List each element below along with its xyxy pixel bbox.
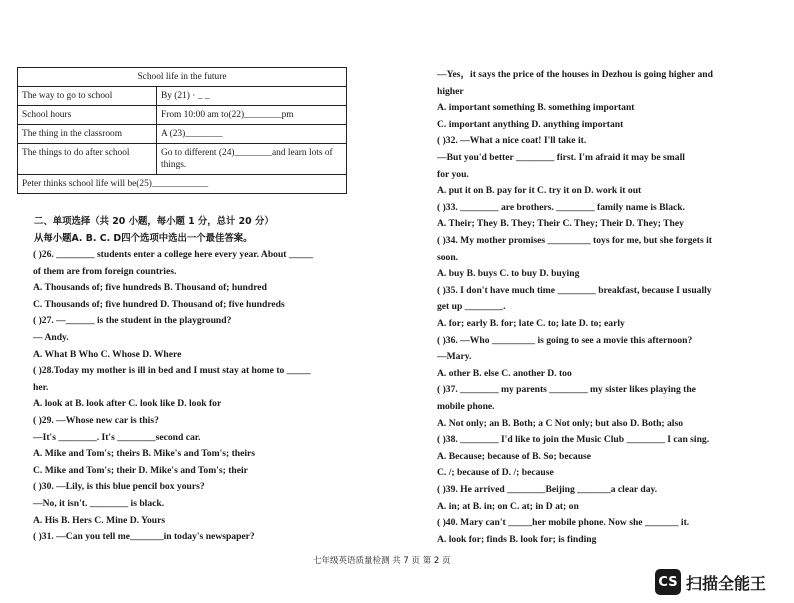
table-row-value: From 10:00 am to(22)________pm [157, 106, 347, 125]
table-row-label: The things to do after school [18, 144, 157, 175]
question-line: —It's ________. It's ________second car. [33, 431, 201, 443]
question-line: ( )37. ________ my parents ________ my sister likes playing the [437, 384, 696, 396]
question-line: C. Mike and Tom's; their D. Mike's and Tom's; their [33, 464, 248, 476]
question-line: A. other B. else C. another D. too [437, 367, 572, 379]
table-row [18, 144, 347, 175]
question-line: —Yes，it says the price of the houses in Dezhou is going higher and [437, 69, 713, 80]
question-line: A. in; at B. in; on C. at; in D at; on [437, 500, 579, 512]
question-line: ( )28.Today my mother is ill in bed and I must stay at home to _____ [33, 365, 311, 377]
question-line: A. for; early B. for; late C. to; late D. to; early [437, 318, 625, 329]
table-footer: Peter thinks school life will be(25)____________ [18, 175, 347, 194]
question-line: A. Thousands of; five hundreds B. Thousand of; hundred [33, 282, 267, 294]
table-row-label: The way to go to school [18, 87, 157, 106]
table-row [18, 125, 347, 144]
table-row [18, 87, 347, 106]
question-line: A. His B. Hers C. Mine D. Yours [33, 514, 166, 526]
table-row-value: Go to different (24)________and learn lots of things. [157, 144, 347, 175]
question-line: C. Thousands of; five hundred D. Thousand of; five hundreds [33, 298, 285, 310]
question-line: — Andy. [33, 332, 69, 343]
question-line: ( )35. I don't have much time ________ breakfast, because I usually [437, 284, 712, 296]
question-line: mobile phone. [437, 401, 495, 412]
question-line: —But you'd better ________ first. I'm afraid it may be small [437, 152, 685, 163]
question-line: ( )31. —Can you tell me_______in today's newspaper? [33, 531, 255, 543]
question-line: for you. [437, 168, 469, 180]
question-line: A. Mike and Tom's; theirs B. Mike's and Tom's; theirs [33, 448, 256, 460]
question-line: ( )36. —Who _________ is going to see a movie this afternoon? [437, 334, 693, 346]
table-row-label: School hours [18, 106, 157, 125]
question-line: A. important something B. something important [437, 102, 635, 114]
table-title: School life in the future [18, 68, 347, 87]
question-line: soon. [437, 251, 459, 263]
table-row [18, 106, 347, 125]
question-line: A. Because; because of B. So; because [437, 450, 592, 462]
question-line: A. look at B. look after C. look like D. look for [33, 398, 222, 410]
question-line: ( )27. —______ is the student in the playground? [33, 315, 232, 327]
question-line: ( )29. —Whose new car is this? [33, 415, 159, 426]
question-line: ( )39. He arrived ________Beijing _______a clear day. [437, 484, 658, 495]
question-line: A. put it on B. pay for it C. try it on D. work it out [437, 185, 642, 197]
question-line: A. Their; They B. They; Their C. They; Their D. They; They [437, 218, 684, 230]
page-footer: 七年级英语质量检测 共 7 页 第 2 页 [313, 556, 451, 566]
question-line: ( )40. Mary can't _____her mobile phone. Now she _______ it. [437, 517, 690, 529]
table-row-value: A (23)________ [157, 125, 347, 144]
question-line: C. important anything D. anything important [437, 118, 624, 130]
school-life-table [17, 67, 347, 194]
question-line: A. Not only; an B. Both; a C Not only; but also D. Both; also [437, 417, 683, 429]
table-row-label: The thing in the classroom [18, 125, 157, 144]
question-line: A. look for; finds B. look for; is finding [437, 533, 597, 545]
question-line: her. [33, 381, 49, 393]
question-line: ( )33. ________ are brothers. ________ family name is Black. [437, 201, 685, 213]
question-line: ( )34. My mother promises _________ toys for me, but she forgets it [437, 235, 712, 246]
question-line: higher [437, 85, 464, 97]
section-instruction: 从每小题A. B. C. D四个选项中选出一个最佳答案。 [34, 233, 253, 244]
question-line: ( )26. ________ students enter a college here every year. About _____ [33, 249, 313, 260]
logo-name: 扫描全能王 [686, 573, 767, 593]
question-line: of them are from foreign countries. [33, 265, 177, 277]
question-line: ( )32. —What a nice coat! I'll take it. [437, 135, 587, 147]
question-line: ( )30. —Lily, is this blue pencil box yours? [33, 481, 205, 493]
question-line: get up ________. [437, 301, 506, 313]
question-line: C. /; because of D. /; because [437, 467, 554, 479]
question-line: A. What B Who C. Whose D. Where [33, 348, 182, 360]
question-line: ( )38. ________ I'd like to join the Music Club ________ I can sing. [437, 434, 710, 446]
question-line: —Mary. [437, 351, 472, 363]
question-line: A. buy B. buys C. to buy D. buying [437, 268, 580, 280]
cs-logo-icon: CS [655, 569, 681, 595]
camscanner-logo [655, 569, 766, 595]
table-row-value: By (21) · _ _ [157, 87, 347, 106]
section-heading: 二、单项选择（共 20 小题，每小题 1 分，总计 20 分） [34, 216, 274, 227]
question-line: —No, it isn't. ________ is black. [33, 498, 165, 509]
